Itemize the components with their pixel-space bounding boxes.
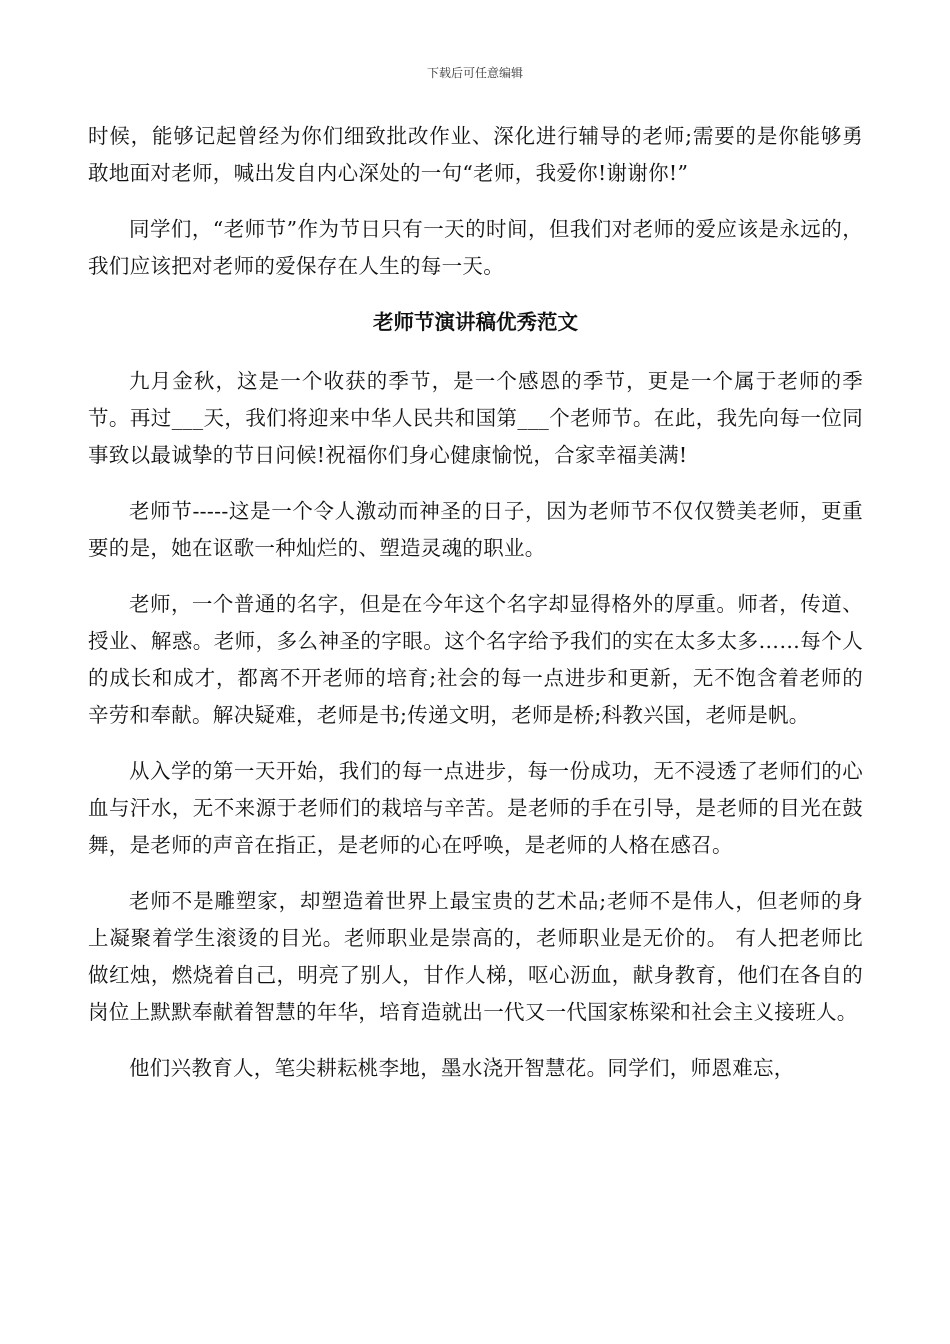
document-body (88, 118, 863, 1106)
paragraph-continuation: 时候，能够记起曾经为你们细致批改作业、深化进行辅导的老师;需要的是你能够勇敢地面对老师，喊出发自内心深处的一句“老师，我爱你!谢谢你!” (88, 124, 863, 185)
paragraph: 老师节-----这是一个令人激动而神圣的日子，因为老师节不仅仅赞美老师，更重要的是，她在讴歌一种灿烂的、塑造灵魂的职业。 (88, 499, 863, 560)
paragraph: 老师，一个普通的名字，但是在今年这个名字却显得格外的厚重。师者，传道、授业、解惑。老师，多么神圣的字眼。这个名字给予我们的实在太多太多……每个人的成长和成才，都离不开老师的培育;社会的每一点进步和更新，无不饱含着老师的辛劳和奉献。解决疑难，老师是书;传递文明，老师是桥;科教兴国，老师是帆。 (88, 592, 863, 727)
paragraph: 老师不是雕塑家，却塑造着世界上最宝贵的艺术品;老师不是伟人，但老师的身上凝聚着学生滚烫的目光。老师职业是崇高的，老师职业是无价的。 有人把老师比做红烛，燃烧着自己，明亮了别人，甘作人梯，呕心沥血，献身教育，他们在各自的岗位上默默奉献着智慧的年华，培育造就出一代又一代国家栋梁和社会主义接班人。 (88, 889, 863, 1024)
paragraph: 九月金秋，这是一个收获的季节，是一个感恩的季节，更是一个属于老师的季节。再过___天，我们将迎来中华人民共和国第___个老师节。在此，我先向每一位同事致以最诚挚的节日问候!祝福你们身心健康愉悦，合家幸福美满! (88, 369, 863, 467)
paragraph: 从入学的第一天开始，我们的每一点进步，每一份成功，无不浸透了老师们的心血与汗水，无不来源于老师们的栽培与辛苦。是老师的手在引导，是老师的目光在鼓舞，是老师的声音在指正，是老师的心在呼唤，是老师的人格在感召。 (88, 759, 863, 857)
paragraph: 同学们，“老师节”作为节日只有一天的时间，但我们对老师的爱应该是永远的，我们应该把对老师的爱保存在人生的每一天。 (88, 217, 863, 278)
paragraph: 他们兴教育人，笔尖耕耘桃李地，墨水浇开智慧花。同学们，师恩难忘， (129, 1056, 795, 1080)
header-note: 下载后可任意编辑 (426, 66, 523, 80)
section-heading: 老师节演讲稿优秀范文 (373, 310, 578, 334)
